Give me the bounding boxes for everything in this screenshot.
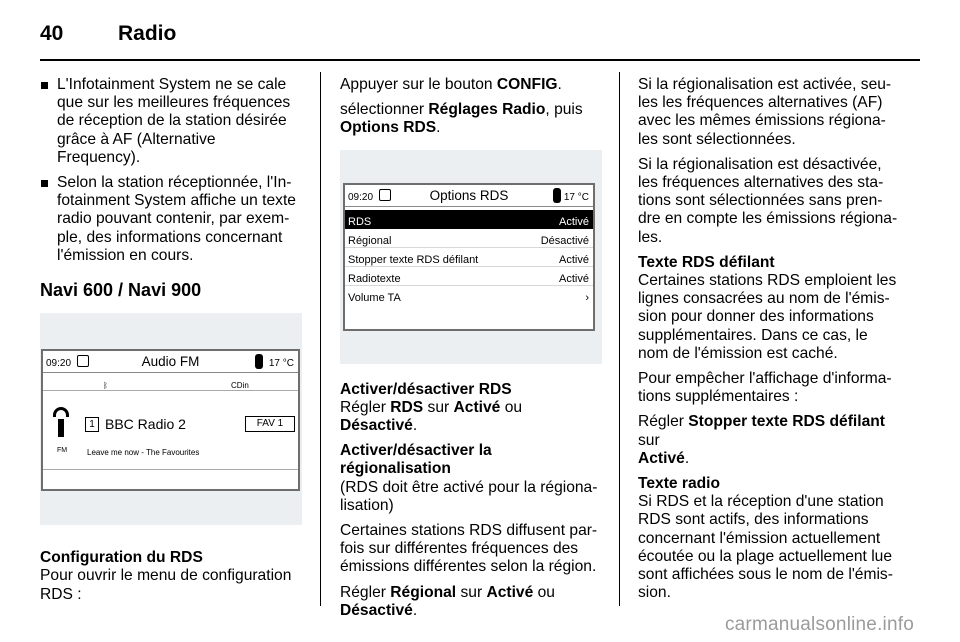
rds-screen (343, 183, 595, 331)
menu-row-volume-ta[interactable]: Volume TA ⁠› (345, 286, 593, 305)
paragraph: Régler Régional sur Activé ou Désactivé. (340, 583, 555, 619)
temperature: 17 °C (563, 191, 589, 203)
cdin-label: CDin (231, 381, 249, 391)
band-label: FM (57, 447, 68, 455)
screen-title: Options RDS (429, 187, 509, 203)
column-divider (320, 72, 321, 606)
paragraph: Certaines stations RDS diffusent par-fois sur différentes fréquences des émissions différentes selon la région. (340, 522, 598, 576)
screen-title: Audio FM (141, 354, 200, 370)
section-title: Navi 600 / Navi 900 (40, 280, 202, 301)
station-name: BBC Radio 2 (105, 416, 186, 433)
paragraph: Si la régionalisation est désactivée, les fréquences alternatives des sta-tions sont sélectionnées sans pren-dre en compte les émissions régiona-les. (638, 155, 898, 246)
audio-screen (41, 349, 300, 491)
paragraph: Appuyer sur le bouton CONFIG. (340, 76, 562, 93)
menu-row-regional[interactable]: Régional Désactivé (345, 229, 593, 248)
menu-row-radiotext[interactable]: Radiotexte Activé (345, 267, 593, 286)
rds-options-screenshot (340, 150, 602, 364)
audio-fm-screenshot (40, 313, 302, 525)
paragraph: Pour empêcher l'affichage d'informa-tions supplémentaires : (638, 370, 892, 406)
screen-status-bar (345, 185, 593, 207)
bluetooth-icon: ᛒ (103, 381, 108, 391)
chevron-right-icon: ⁠› (585, 291, 589, 304)
config-text: Pour ouvrir le menu de configuration RDS : (40, 567, 292, 603)
paragraph: Régler RDS sur Activé ou Désactivé. (340, 398, 523, 435)
column-3 (638, 76, 902, 609)
page-header (40, 18, 920, 62)
heading-rds: Activer/désactiver RDS (340, 380, 512, 398)
preset-number: 1 (85, 417, 99, 432)
clock: 09:20 (348, 191, 374, 203)
watermark: carmanualsonline.info (724, 614, 914, 635)
thermometer-icon (553, 188, 561, 203)
screen-status-bar (43, 351, 298, 373)
config-heading: Configuration du RDS (40, 549, 203, 567)
paragraph: Régler Stopper texte RDS défilant sur Activé. (638, 413, 885, 467)
heading-radio-text: Texte radio (638, 475, 721, 493)
radio-text: Leave me now - The Favourites (87, 448, 200, 458)
paragraph: Si RDS et la réception d'une station RDS sont actifs, des informations concernant l'émission actuellement écoutée ou la plage actuellement lue sont affichées sous le nom de l'émis-sion. (638, 493, 893, 602)
bullet-icon (41, 180, 48, 187)
list-item: Selon la station réceptionnée, l'In-fotainment System affiche un texte radio pouvant contenir, par exem-ple, des informations concernant l'émission en cours. (40, 174, 302, 265)
temperature: 17 °C (268, 358, 294, 370)
paragraph: (RDS doit être activé pour la régiona-lisation) (340, 478, 598, 514)
heading-scroll-text: Texte RDS défilant (638, 253, 775, 271)
heading-regionalisation: Activer/désactiver la régionalisation (340, 442, 492, 478)
audio-source-bar (43, 374, 298, 391)
paragraph: Certaines stations RDS emploient les lignes consacrées au nom de l'émis-sion pour donner des informations supplémentaires. Dans ce cas, le nom de l'émission est caché. (638, 272, 897, 362)
column-2 (340, 76, 602, 627)
column-divider (619, 72, 620, 606)
menu-row-stop-scroll[interactable]: Stopper texte RDS défilant Activé (345, 248, 593, 267)
thermometer-icon (255, 354, 263, 369)
bullet-icon (41, 82, 48, 89)
page-number: 40 (40, 22, 64, 45)
paragraph: Si la régionalisation est activée, seu-les les fréquences alternatives (AF) avec les mêmes émissions régiona-les sont sélectionnées. (638, 76, 892, 148)
list-item: L'Infotainment System ne se cale que sur les meilleures fréquences de réception de la station désirée grâce à AF (Alternative Frequency). (40, 76, 302, 167)
chapter-title: Radio (118, 22, 177, 45)
screen-divider (43, 469, 298, 470)
fm-antenna-icon (51, 407, 71, 437)
header-rule (40, 59, 920, 61)
clock: 09:20 (46, 358, 72, 370)
menu-row-rds[interactable]: RDS Activé (345, 210, 593, 229)
paragraph: sélectionner Réglages Radio, puis Options RDS. (340, 101, 583, 137)
column-1 (40, 76, 302, 611)
fav-button[interactable]: FAV 1 (245, 416, 295, 432)
